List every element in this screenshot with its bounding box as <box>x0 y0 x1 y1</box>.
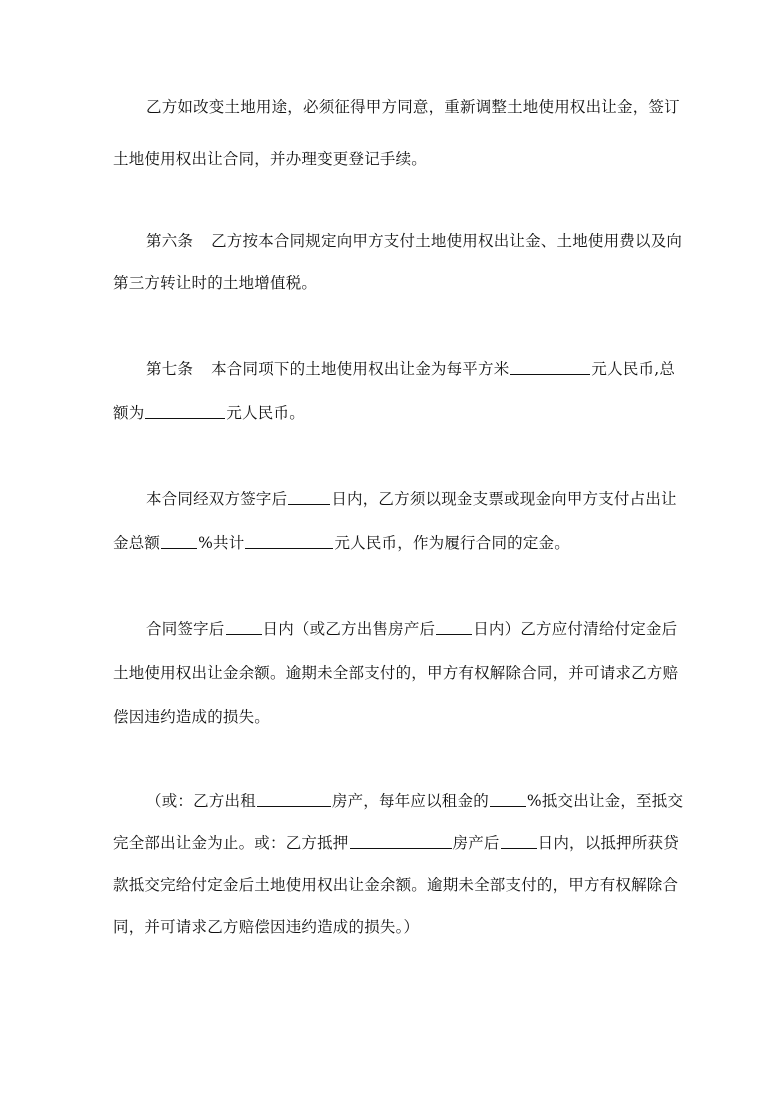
article-7-text-b: 元人民币,总 <box>591 360 676 378</box>
payment-text-b: 日内（或乙方出售房产后 <box>262 620 436 638</box>
article-6-text: 乙方按本合同规定向甲方支付土地使用权出让金、土地使用费以及向 <box>211 232 683 250</box>
deposit-days-blank[interactable] <box>288 503 330 505</box>
alternative-text-e: 房产后 <box>452 834 500 852</box>
deposit-percent-blank[interactable] <box>161 547 197 549</box>
paragraph-1-line-2: 土地使用权出让合同，并办理变更登记手续。 <box>113 150 428 168</box>
article-7-text-d: 元人民币。 <box>226 404 305 422</box>
article-7-line-1 <box>146 358 675 380</box>
deposit-text-c: 金总额 <box>113 534 161 552</box>
deposit-text-e: 元人民币，作为履行合同的定金。 <box>334 534 570 552</box>
deposit-text-a: 本合同经双方签字后 <box>146 490 288 508</box>
rented-property-blank[interactable] <box>257 805 331 807</box>
alternative-text-a: （或：乙方出租 <box>146 792 256 810</box>
article-6-heading: 第六条 <box>146 232 194 250</box>
mortgage-days-blank[interactable] <box>501 847 537 849</box>
deposit-text-b: 日内，乙方须以现金支票或现金向甲方支付占出让 <box>331 490 677 508</box>
article-6-line-2: 第三方转让时的土地增值税。 <box>113 274 318 292</box>
sale-days-blank[interactable] <box>436 633 472 635</box>
article-7-text-c: 额为 <box>113 404 145 422</box>
alternative-line-4: 同，并可请求乙方赔偿因违约造成的损失。） <box>113 918 420 936</box>
alternative-text-c: %抵交出让金，至抵交 <box>526 792 684 810</box>
article-7-text-a: 本合同项下的土地使用权出让金为每平方米 <box>211 360 510 378</box>
payment-line-3: 偿因违约造成的损失。 <box>113 708 271 726</box>
alternative-text-b: 房产，每年应以租金的 <box>331 792 489 810</box>
total-amount-blank[interactable] <box>145 417 225 419</box>
alternative-line-3: 款抵交完给付定金后土地使用权出让金余额。逾期未全部支付的，甲方有权解除合 <box>113 876 679 894</box>
deposit-line-2 <box>113 532 570 554</box>
rent-percent-blank[interactable] <box>490 805 526 807</box>
deposit-text-d: %共计 <box>198 534 245 552</box>
paragraph-1-line-1: 乙方如改变土地用途，必须征得甲方同意，重新调整土地使用权出让金，签订 <box>146 98 680 116</box>
alternative-text-d: 完全部出让金为止。或：乙方抵押 <box>113 834 349 852</box>
deposit-line-1 <box>146 488 677 510</box>
payment-text-a: 合同签字后 <box>146 620 225 638</box>
article-7-line-2 <box>113 402 305 424</box>
payment-line-2: 土地使用权出让金余额。逾期未全部支付的，甲方有权解除合同，并可请求乙方赔 <box>113 664 679 682</box>
mortgaged-property-blank[interactable] <box>350 847 452 849</box>
payment-text-c: 日内）乙方应付清给付定金后 <box>473 620 678 638</box>
payment-line-1 <box>146 618 677 640</box>
payment-days-blank[interactable] <box>226 633 262 635</box>
alternative-line-2 <box>113 832 679 854</box>
alternative-line-1 <box>146 790 683 812</box>
alternative-text-f: 日内，以抵押所获贷 <box>537 834 679 852</box>
deposit-amount-blank[interactable] <box>245 547 333 549</box>
article-7-heading: 第七条 <box>146 360 194 378</box>
price-per-sqm-blank[interactable] <box>510 373 590 375</box>
article-6-line-1 <box>146 230 682 252</box>
